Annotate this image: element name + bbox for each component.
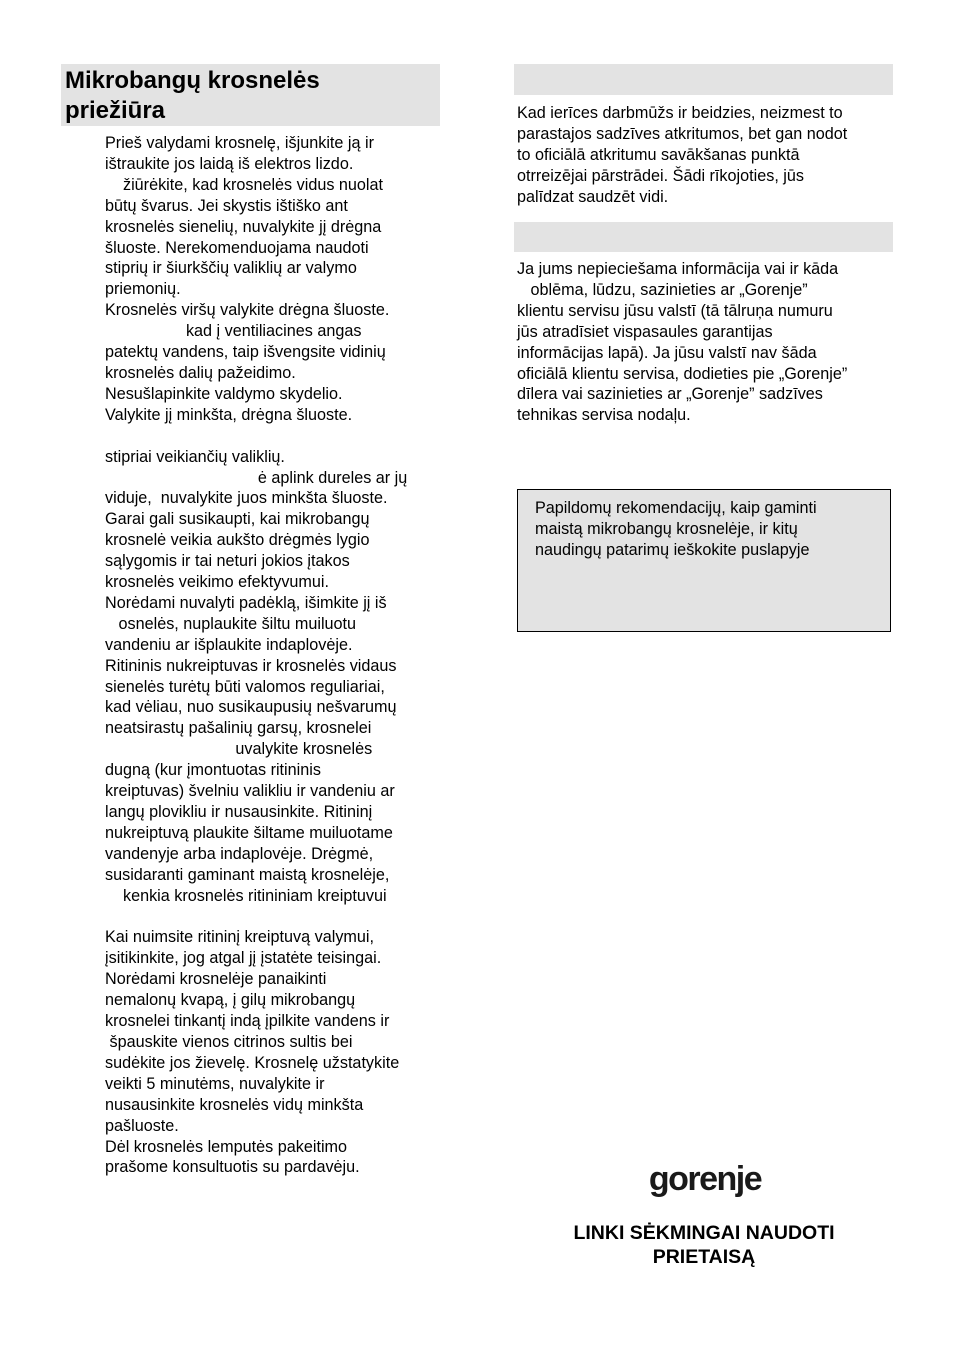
disposal-text: Kad ierīces darbmūžs ir beidzies, neizmest to parastajos sadzīves atkritumos, bet gan nodot to oficiālā atkritumu savākšanas punktā otrreizējai pārstrādei. Šādi rīkojoties, jūs palīdzat saudzēt vidi.: [517, 104, 848, 206]
care-instructions: Prieš valydami krosnelę, išjunkite ją ir ištraukite jos laidą iš elektros lizdo. žiūrėkite, kad krosnelės vidus nuolat būtų švarus. Jei skystis ištiško ant krosnelės sienelių, nuvalykite jį drėgna šluoste. Nerekomenduojama naudoti stiprių ir šiurkščių valiklių ar valymo priemonių. Krosnelės viršų valykite drėgna šluoste. kad į ventiliacines angas patektų vandens, taip išvengsite vidinių krosnelės dalių pažeidimo. Nesušlapinkite valdymo skydelio. Valykite jį minkšta, drėgna šluoste. stipriai veikiančių valiklių. ė aplink dureles ar jų viduje, nuvalykite juos minkšta šluoste. Garai gali susikaupti, kai mikrobangų krosnelė veikia aukšto drėgmės lygio sąlygomis ir tai neturi jokios įtakos krosnelės veikimo efektyvumui. Norėdami nuvalyti padėklą, išimkite jį iš osnelės, nuplaukite šiltu muiluotu vandeniu ar išplaukite indaplovėje. Ritininis nukreiptuvas ir krosnelės vidaus sienelės turėtų būti valomos reguliariai, kad vėliau, nuo susikaupusių nešvarumų neatsirastų pašalinių garsų, krosnelei uvalykite krosnelės dugną (kur įmontuotas ritininis kreiptuvas) švelniu valikliu ir vandeniu ar langų plovikliu ir nusausinkite. Ritininį nukreiptuvą plaukite šiltame muiluotame vandenyje arba indaplovėje. Drėgmė, susidaranti gaminant maistą krosnelėje, kenkia krosnelės ritininiam kreiptuvui Kai nuimsite ritininį kreiptuvą valymui, įsitikinkite, jog atgal jį įstatėte teisingai. Norėdami krosnelėje panaikinti nemalonų kvapą, į gilų mikrobangų krosnelei tinkantį indą įpilkite vandens ir špauskite vienos citrinos sultis bei sudėkite jos žievelę. Krosnelę užstatykite veikti 5 minutėms, nuvalykite ir nusausinkite krosnelės vidų minkšta pašluoste. Dėl krosnelės lemputės pakeitimo prašome konsultuotis su pardavėju.: [105, 134, 408, 1177]
service-text: Ja jums nepieciešama informācija vai ir kāda oblēma, lūdzu, sazinieties ar „Gorenje” klientu servisu jūsu valstī (tā tālruņa numuru jūs atradīsiet vispasaules garantijas informācijas lapā). Ja jūsu valstī nav šāda oficiālā klientu servisa, dodieties pie „Gorenje” dīlera vai sazinieties ar „Gorenje” sadzīves tehnikas servisa nodaļu.: [517, 260, 848, 425]
gorenje-logo: gorenje: [648, 1160, 762, 1198]
right-section-bar-1: [514, 64, 893, 95]
right-section-bar-2: [514, 222, 893, 252]
page-title: Mikrobangų krosnelės priežiūra: [65, 67, 320, 124]
slogan: LINKI SĖKMINGAI NAUDOTI PRIETAISĄ: [573, 1222, 835, 1268]
note-text: Papildomų rekomendacijų, kaip gaminti maistą mikrobangų krosnelėje, ir kitų naudingų patarimų ieškokite puslapyje: [535, 499, 817, 559]
